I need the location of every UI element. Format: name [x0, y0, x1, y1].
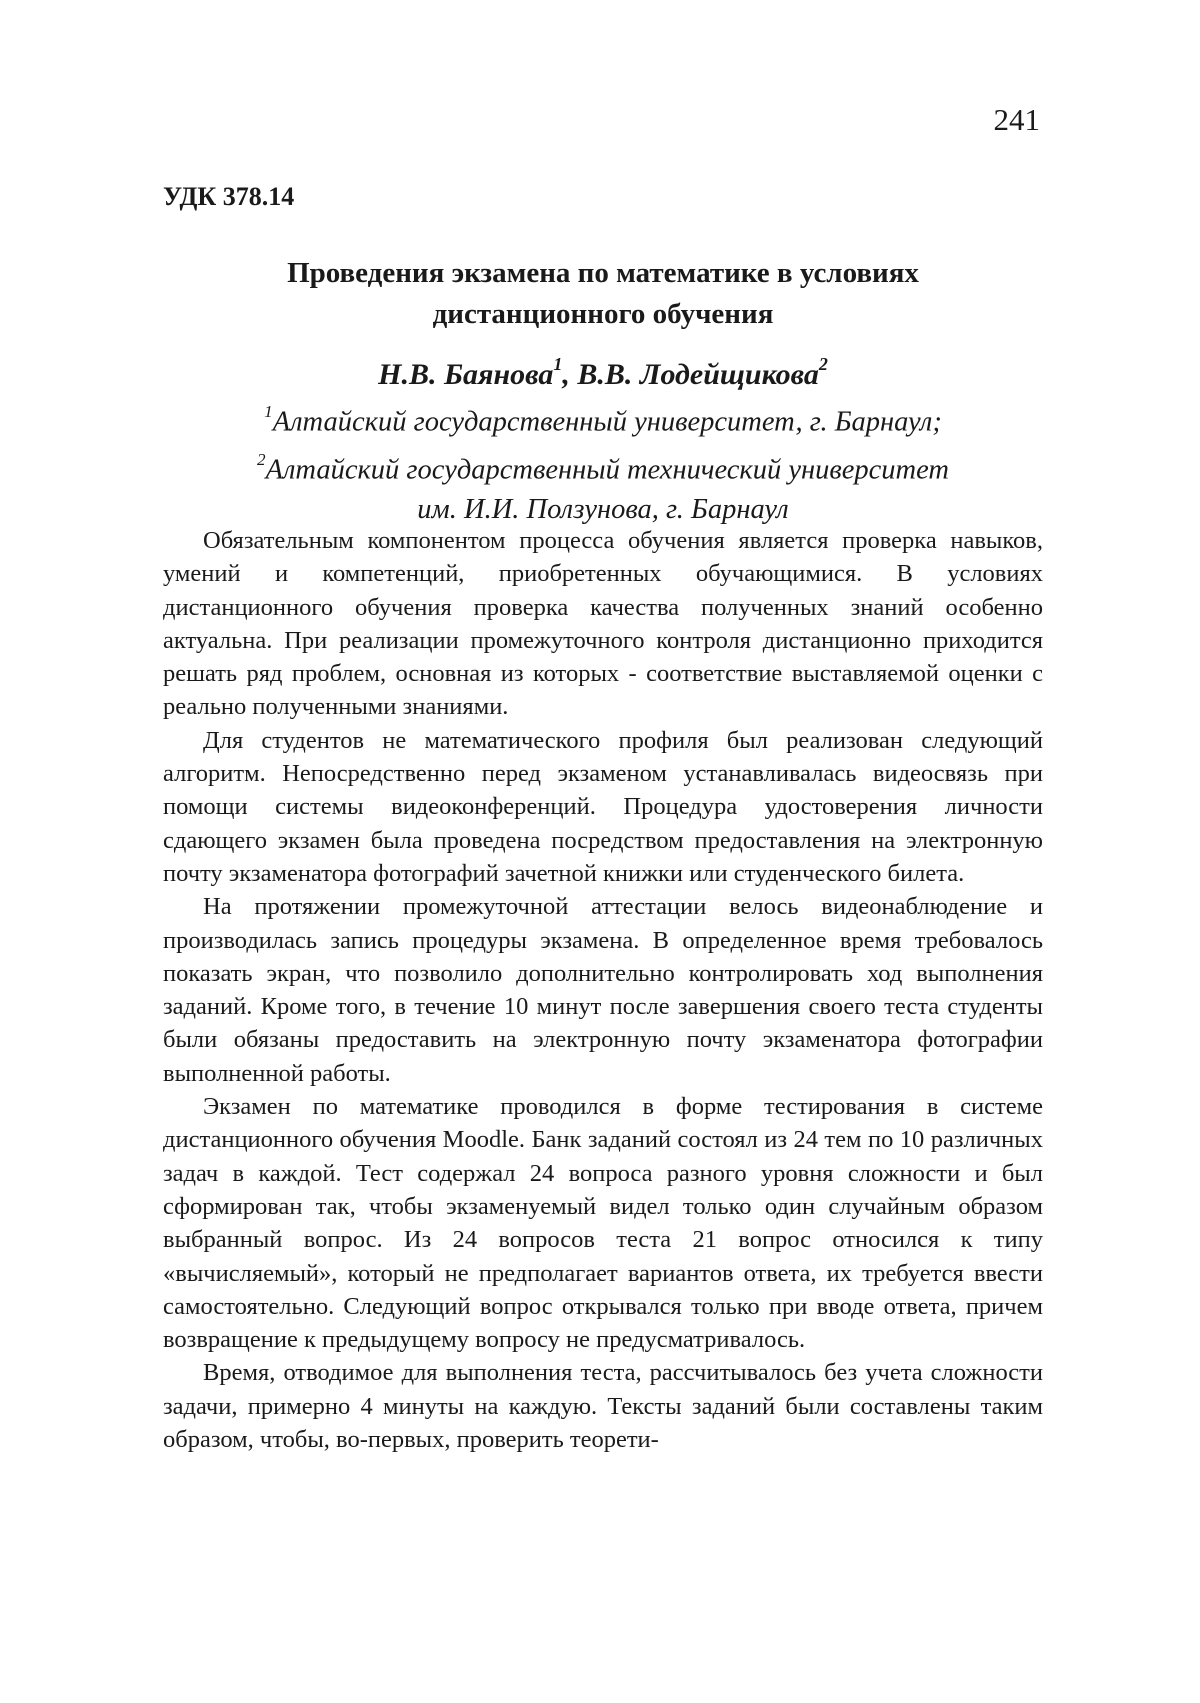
body-text	[163, 524, 1043, 1456]
paragraph-1: Обязательным компонентом процесса обучения является проверка навыков, умений и компетенций, приобретенных обучающимися. В условиях дистанционного обучения проверка качества полученных знаний особенно актуальна. При реализации промежуточного контроля дистанционно приходится решать ряд проблем, основная из которых - соответствие выставляемой оценки с реально полученными знаниями.	[163, 527, 1043, 721]
affiliation-1-text: Алтайский государственный университет, г. Барнаул;	[272, 406, 942, 438]
paragraph-3: На протяжении промежуточной аттестации велось видеонаблюдение и производилась запись процедуры экзамена. В определенное время требовалось показать экран, что позволило дополнительно контролировать ход выполнения заданий. Кроме того, в течение 10 минут после завершения своего теста студенты были обязаны предоставить на электронную почту экзаменатора фотографии выполненной работы.	[163, 893, 1043, 1087]
affiliation-2-mark: 2	[257, 449, 266, 469]
paragraph-5: Время, отводимое для выполнения теста, рассчитывалось без учета сложности задачи, примерно 4 минуты на каждую. Тексты заданий были составлены таким образом, чтобы, во-первых, проверить теорети-	[163, 1359, 1043, 1454]
affiliation-1-mark: 1	[264, 402, 273, 422]
author-1: Н.В. Баянова	[378, 358, 554, 391]
page-number: 241	[993, 102, 1040, 137]
paragraph-4: Экзамен по математике проводился в форме тестирования в системе дистанционного обучения Moodle. Банк заданий состоял из 24 тем по 10 различных задач в каждой. Тест содержал 24 вопроса разного уровня сложности и был сформирован так, чтобы экзаменуемый видел только один случайным образом выбранный вопрос. Из 24 вопросов теста 21 вопрос относился к типу «вычисляемый», который не предполагает вариантов ответа, их требуется ввести самостоятельно. Следующий вопрос открывался только при вводе ответа, причем возвращение к предыдущему вопросу не предусматривалось.	[163, 1093, 1043, 1354]
title-block	[163, 253, 1043, 530]
affiliation-2-line-2: им. И.И. Ползунова, г. Барнаул	[417, 494, 789, 525]
affiliation-1	[163, 395, 1043, 443]
author-2: В.В. Лодейщикова	[577, 358, 819, 391]
paragraph-2: Для студентов не математического профиля был реализован следующий алгоритм. Непосредственно перед экзаменом устанавливалась видеосвязь при помощи системы видеоконференций. Процедура удостоверения личности сдающего экзамен была проведена посредством предоставления на электронную почту экзаменатора фотографий зачетной книжки или студенческого билета.	[163, 726, 1043, 887]
affiliation-2-line-1: Алтайский государственный технический университет	[265, 454, 949, 485]
article-title	[163, 253, 1043, 335]
udk-code: УДК 378.14	[163, 182, 295, 211]
author-1-affiliation-mark: 1	[553, 354, 563, 375]
article-title-line-1: Проведения экзамена по математике в условиях	[287, 257, 919, 289]
author-list	[163, 347, 1043, 395]
author-separator: ,	[562, 358, 578, 391]
author-2-affiliation-mark: 2	[818, 354, 828, 375]
article-title-line-2: дистанционного обучения	[432, 298, 774, 330]
affiliation-2	[163, 443, 1043, 491]
